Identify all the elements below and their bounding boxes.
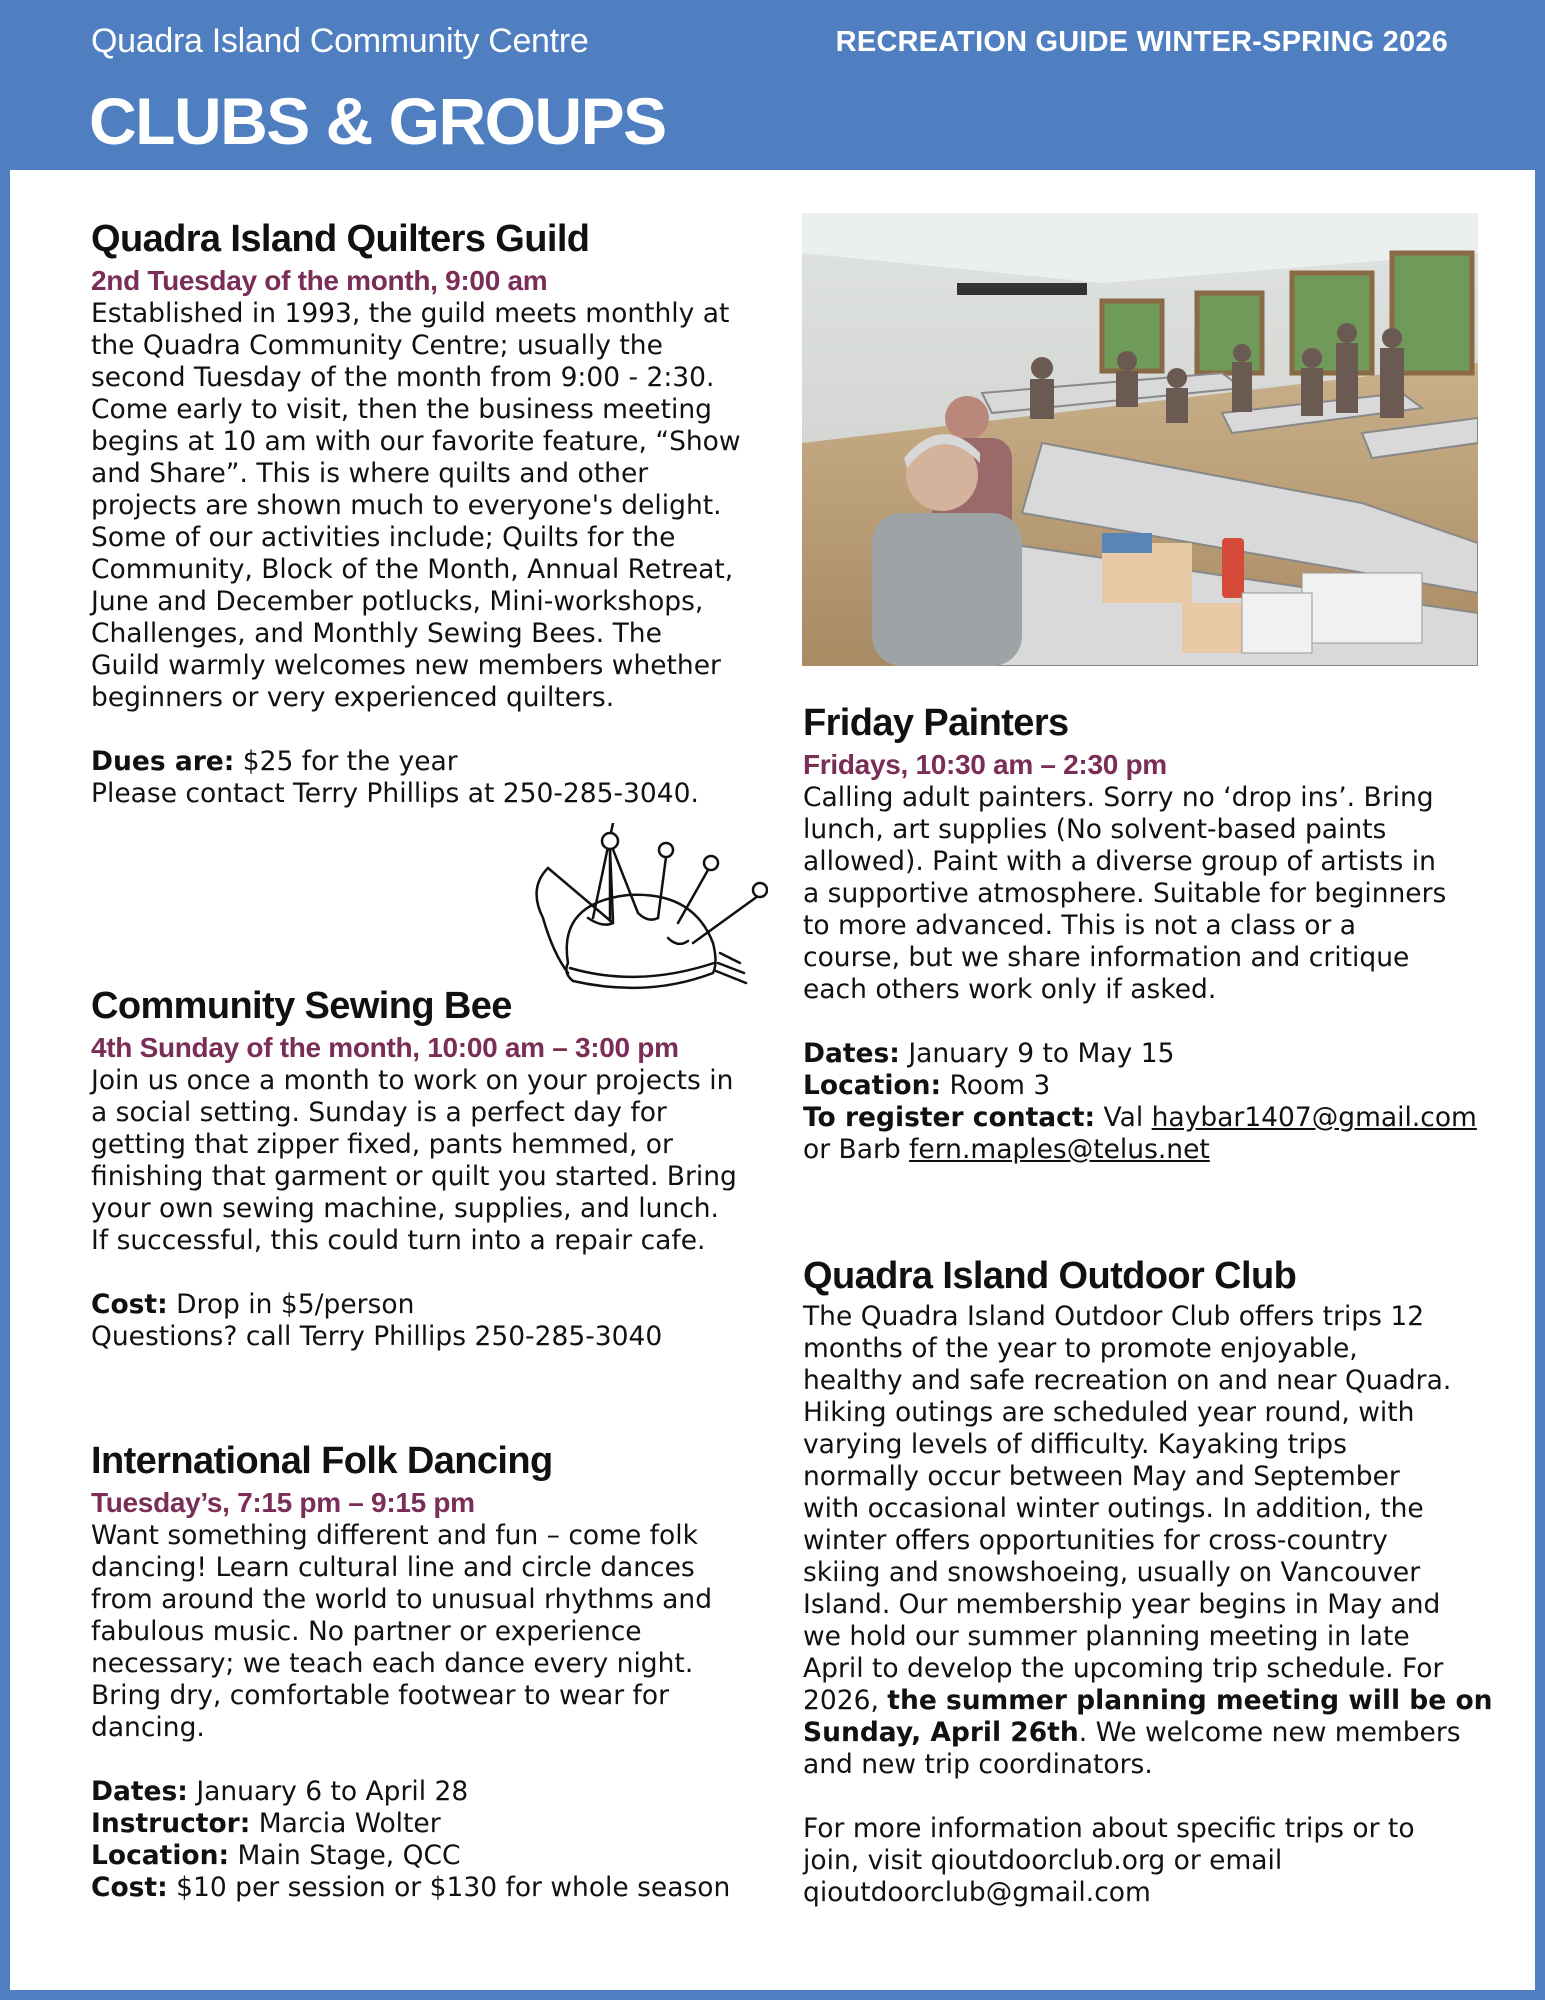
email-link-barb[interactable]: fern.maples@telus.net (909, 1134, 1210, 1165)
section-schedule: 4th Sunday of the month, 10:00 am – 3:00 pm (91, 1032, 679, 1063)
section-body: Join us once a month to work on your projects in a social setting. Sunday is a perfect day for getting that zipper fixed, pants hemmed, or finishing that garment or quilt you started. Bring your own sewing machine, supplies, and lunch. If successful, this could turn into a repair cafe. (91, 1065, 737, 1256)
page-header (0, 0, 1545, 170)
organization-name: Quadra Island Community Centre (91, 22, 589, 60)
section-title: Friday Painters (803, 702, 1069, 744)
section-details: Dates: January 6 to April 28 Instructor: Marcia Wolter Location: Main Stage, QCC Cost: $10 per session or $130 for whole season (91, 1776, 731, 1903)
section-details: Cost: Drop in $5/person Questions? call Terry Phillips 250-285-3040 (91, 1289, 663, 1352)
section-title: Community Sewing Bee (91, 985, 512, 1027)
section-quilters-guild (91, 216, 751, 810)
pincushion-icon (518, 823, 768, 1003)
page-title: CLUBS & GROUPS (89, 84, 666, 158)
guide-title: RECREATION GUIDE WINTER-SPRING 2026 (835, 26, 1448, 58)
section-details: Dates: January 9 to May 15 Location: Room 3 To register contact: Val haybar1407@gmail.com or Barb fern.maples@telus.net (803, 1038, 1477, 1165)
section-schedule: Tuesday’s, 7:15 pm – 9:15 pm (91, 1487, 475, 1518)
section-body: Established in 1993, the guild meets monthly at the Quadra Community Centre; usually the second Tuesday of the month from 9:00 - 2:30. Come early to visit, then the business meeting begins at 10 am with our favorite feature, “Show and Share”. This is where quilts and other projects are shown much to everyone's delight. Some of our activities include; Quilts for the Community, Block of the Month, Annual Retreat, June and December potlucks, Mini-workshops, Challenges, and Monthly Sewing Bees. The Guild warmly welcomes new members whether beginners or very experienced quilters. (91, 298, 741, 713)
section-body: Calling adult painters. Sorry no ‘drop ins’. Bring lunch, art supplies (No solvent-based paints allowed). Paint with a diverse group of artists in a supportive atmosphere. Suitable for beginners to more advanced. This is not a class or a course, but we share information and critique each others work only if asked. (803, 782, 1447, 1005)
section-body: The Quadra Island Outdoor Club offers trips 12 months of the year to promote enjoyable, healthy and safe recreation on and near Quadra. Hiking outings are scheduled year round, with varying levels of difficulty. Kayaking trips normally occur between May and September with occasional winter outings. In addition, the winter offers opportunities for cross-country skiing and snowshoeing, usually on Vancouver Island. Our membership year begins in May and we hold our summer planning meeting in late April to develop the upcoming trip schedule. For 2026, the summer planning meeting will be on Sunday, April 26th. We welcome new members and new trip coordinators. (803, 1301, 1493, 1780)
section-details: Dues are: $25 for the year Please contact Terry Phillips at 250-285-3040. (91, 746, 699, 809)
section-sewing-bee (91, 983, 751, 1353)
section-title: Quadra Island Outdoor Club (803, 1255, 1297, 1297)
section-schedule: Fridays, 10:30 am – 2:30 pm (803, 749, 1167, 780)
email-link-val[interactable]: haybar1407@gmail.com (1151, 1102, 1477, 1133)
section-title: Quadra Island Quilters Guild (91, 218, 590, 260)
section-friday-painters (803, 700, 1493, 1166)
section-title: International Folk Dancing (91, 1440, 553, 1482)
section-schedule: 2nd Tuesday of the month, 9:00 am (91, 265, 548, 296)
section-folk-dancing (91, 1438, 751, 1904)
section-body: Want something different and fun – come folk dancing! Learn cultural line and circle dances from around the world to unusual rhythms and fabulous music. No partner or experience necessary; we teach each dance every night. Bring dry, comfortable footwear to wear for dancing. (91, 1520, 713, 1743)
painters-photo (802, 213, 1478, 666)
section-outdoor-club (803, 1253, 1503, 1909)
section-more-info: For more information about specific trips or to join, visit qioutdoorclub.org or email qioutdoorclub@gmail.com (803, 1813, 1415, 1908)
